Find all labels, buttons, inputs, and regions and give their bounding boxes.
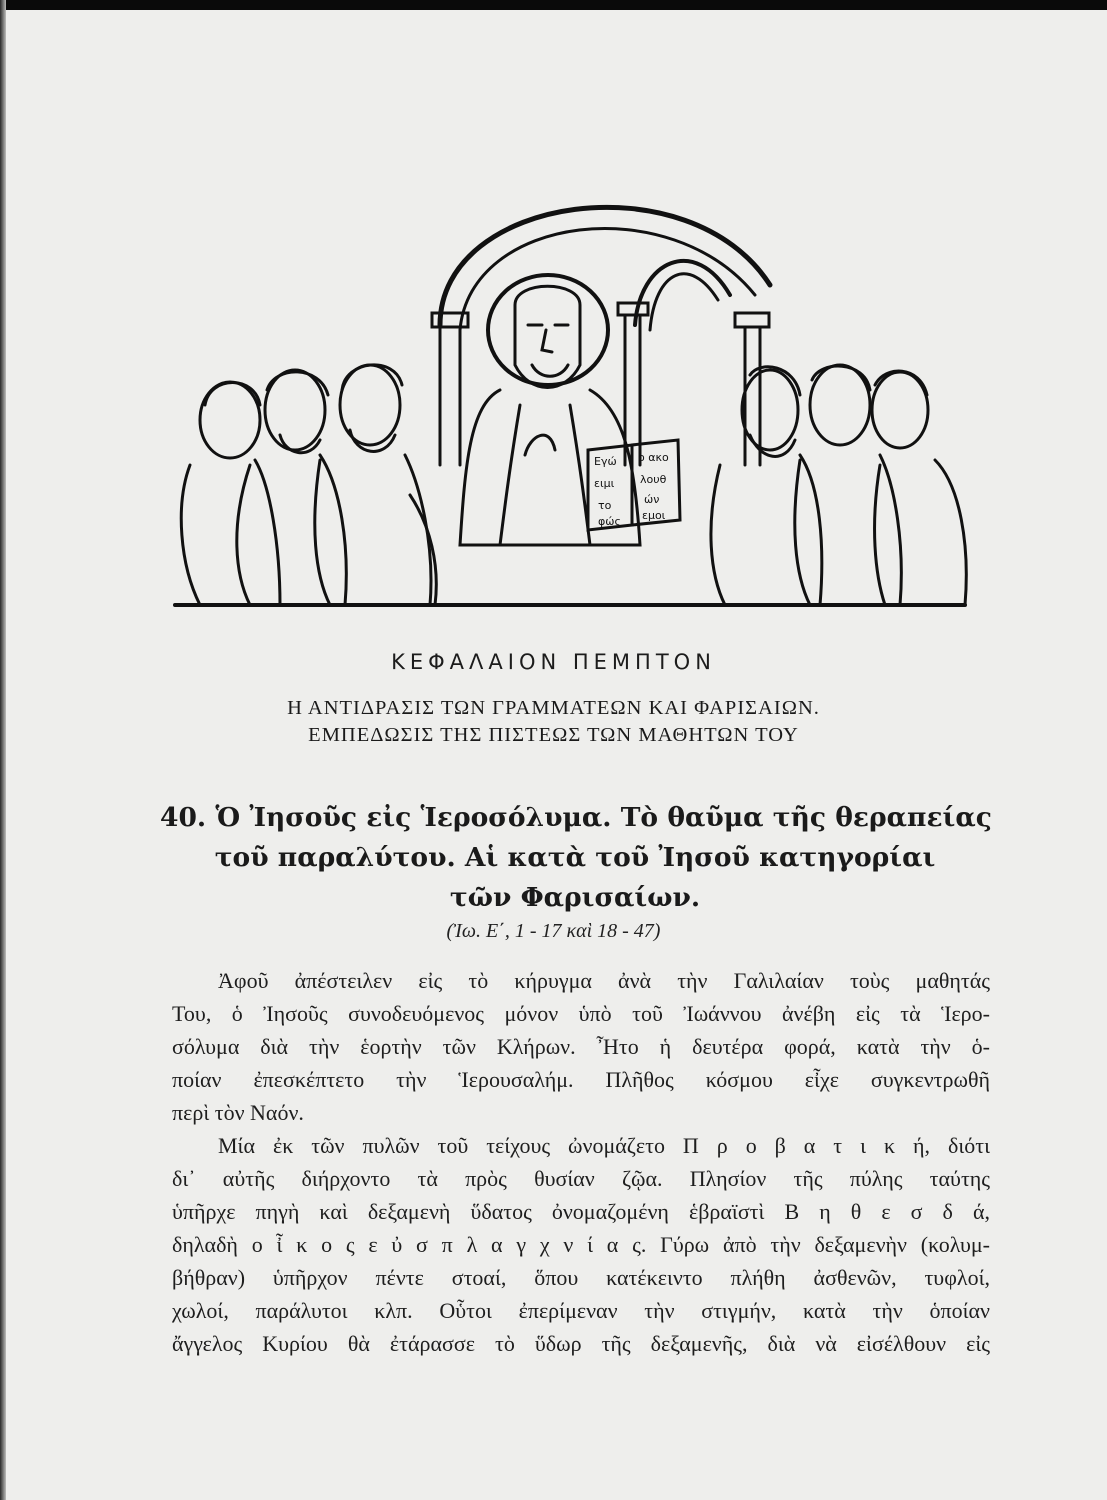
paragraph-line: ὑπῆρχε πηγὴ καὶ δεξαμενὴ ὕδατος ὀνομαζομένη ἑβραϊστὶ Β η θ ε σ δ ά, xyxy=(172,1199,990,1224)
paragraph-line: ποίαν ἐπεσκέπτετο τὴν Ἱερουσαλήμ. Πλῆθος κόσμου εἶχε συγκεντρωθῆ xyxy=(172,1067,990,1092)
book-word-3: το xyxy=(598,499,612,512)
paragraph-line: δι᾽ αὐτῆς διήρχοντο τὰ πρὸς θυσίαν ζῷα. Πλησίον τῆς πύλης ταύτης xyxy=(172,1166,990,1191)
book-word-1: Εγώ xyxy=(594,455,617,468)
book-word-7: ών xyxy=(644,493,660,506)
paragraph-line: ἄγγελος Κυρίου θὰ ἐτάρασσε τὸ ὕδωρ τῆς δεξαμενῆς, διὰ νὰ εἰσέλθουν εἰς xyxy=(172,1331,990,1356)
left-figures xyxy=(181,365,436,605)
christ-teaching-illustration xyxy=(170,165,970,610)
paragraph-line: σόλυμα διὰ τὴν ἑορτὴν τῶν Κλήρων. Ἦτο ἡ δευτέρα φορά, κατὰ τὴν ὁ- xyxy=(172,1034,990,1059)
section-title-line: 40. Ὁ Ἰησοῦς εἰς Ἱεροσόλυμα. Τὸ θαῦμα τῆς θεραπείας xyxy=(160,802,992,833)
book-word-4: φώς xyxy=(598,515,621,528)
section-title-line: τοῦ παραλύτου. Αἱ κατὰ τοῦ Ἰησοῦ κατηγορίαι xyxy=(214,842,936,873)
book-word-6: λουθ xyxy=(640,473,667,486)
chapter-subtitle-line: Η ΑΝΤΙΔΡΑΣΙΣ ΤΩΝ ΓΡΑΜΜΑΤΕΩΝ ΚΑΙ ΦΑΡΙΣΑΙΩΝ. xyxy=(287,697,820,719)
paragraph-line: χωλοί, παράλυτοι κλπ. Οὗτοι ἐπερίμεναν τὴν στιγμήν, κατὰ τὴν ὁποίαν xyxy=(172,1298,990,1323)
paragraph-line: δηλαδὴ ο ἶ κ ο ς ε ὐ σ π λ α γ χ ν ί α ς. Γύρω ἀπὸ τὴν δεξαμενὴν (κολυμ- xyxy=(172,1232,990,1257)
book-word-8: εμοι xyxy=(642,509,666,522)
section-title-line: τῶν Φαρισαίων. xyxy=(449,882,701,913)
paragraph-line: Του, ὁ Ἰησοῦς συνοδευόμενος μόνον ὑπὸ τοῦ Ἰωάννου ἀνέβη εἰς τὰ Ἱερο- xyxy=(172,1001,990,1026)
chapter-subtitle-line: ΕΜΠΕΔΩΣΙΣ ΤΗΣ ΠΙΣΤΕΩΣ ΤΩΝ ΜΑΘΗΤΩΝ ΤΟΥ xyxy=(308,724,799,746)
paragraph-line: Ἀφοῦ ἀπέστειλεν εἰς τὸ κήρυγμα ἀνὰ τὴν Γαλιλαίαν τοὺς μαθητάς xyxy=(218,968,990,993)
paragraph-line: περὶ τὸν Ναόν. xyxy=(172,1100,304,1125)
chapter-subtitle xyxy=(0,695,1107,749)
halo xyxy=(488,275,608,385)
book-word-2: ειμι xyxy=(594,477,615,490)
section-title xyxy=(160,798,990,918)
right-figures xyxy=(711,365,966,605)
body-text xyxy=(172,964,990,1360)
paragraph-line: βήθραν) ὑπῆρχον πέντε στοαί, ὅπου κατέκειντο πλήθη ἀσθενῶν, τυφλοί, xyxy=(172,1265,990,1290)
chapter-heading: ΚΕΦΑΛΑΙΟΝ ΠΕΜΠΤΟΝ xyxy=(391,650,716,674)
scan-top-border xyxy=(0,0,1107,10)
book-word-5: ο ακο xyxy=(638,451,669,464)
illustration-drawing xyxy=(170,165,970,610)
scan-left-border xyxy=(0,0,6,1500)
paragraph-line: Μία ἐκ τῶν πυλῶν τοῦ τείχους ὠνομάζετο Π ρ ο β α τ ι κ ή, διότι xyxy=(218,1133,990,1158)
scripture-reference: (Ἰω. Ε΄, 1 - 17 καὶ 18 - 47) xyxy=(446,920,661,942)
